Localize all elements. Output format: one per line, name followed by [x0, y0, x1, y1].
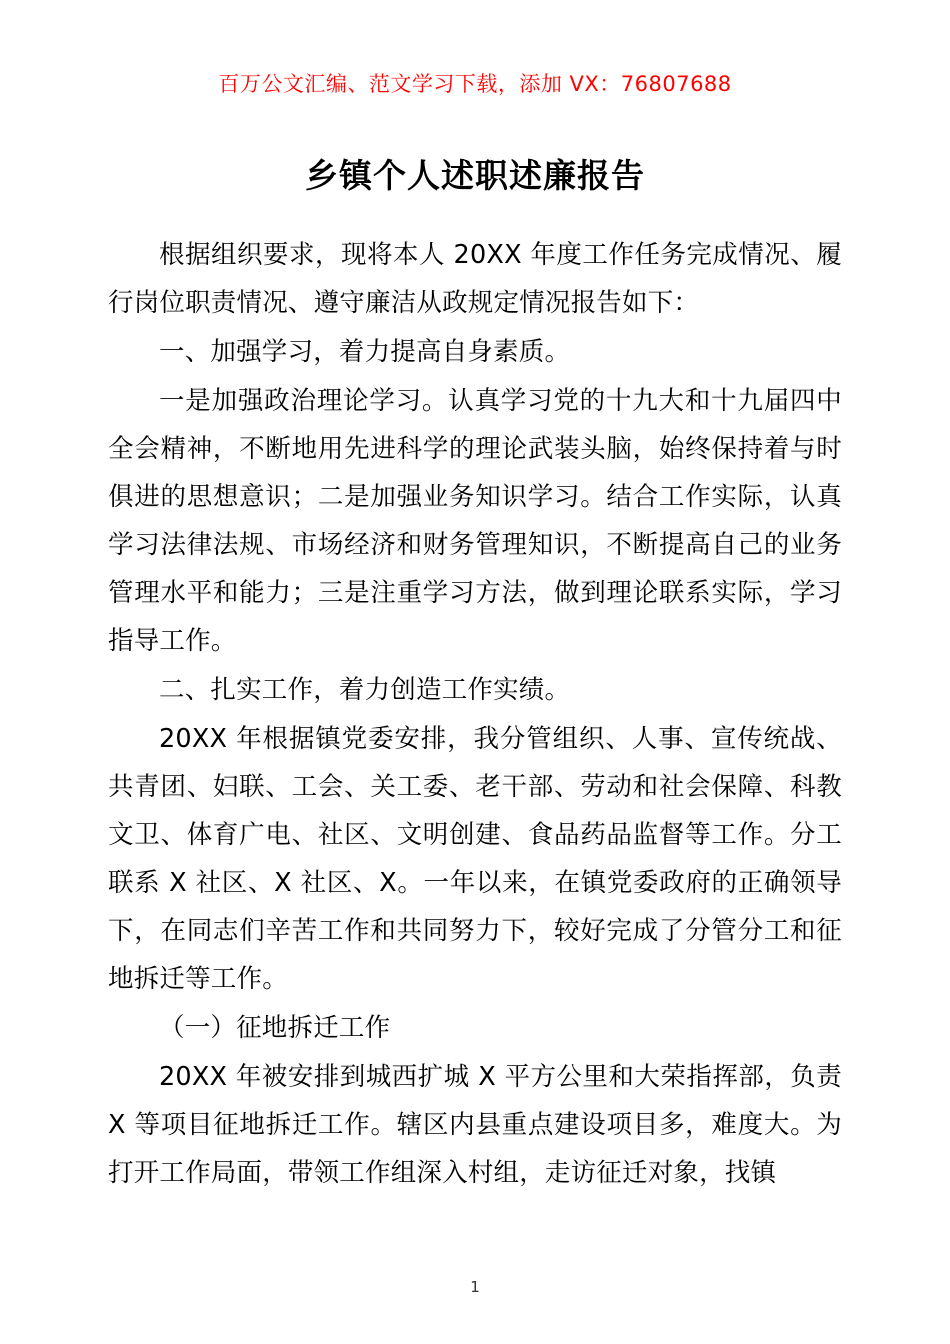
paragraph: （一）征地拆迁工作 [159, 1013, 391, 1043]
paragraph: 根据组织要求，现将本人 20XX 年度工作任务完成情况、履行岗位职责情况、遵守廉洁从政规定情况报告如下： [108, 240, 842, 318]
promo-banner: 百万公文汇编、范文学习下载，添加 VX：76807688 [218, 72, 732, 96]
document-body [108, 231, 842, 1197]
page-number: 1 [470, 1278, 480, 1296]
paragraph: 二、扎实工作，着力创造工作实绩。 [159, 675, 571, 705]
paragraph: 20XX 年被安排到城西扩城 X 平方公里和大荣指挥部，负责 X 等项目征地拆迁工作。辖区内县重点建设项目多，难度大。为打开工作局面，带领工作组深入村组，走访征迁对象，找镇 [108, 1062, 842, 1188]
paragraph: 一是加强政治理论学习。认真学习党的十九大和十九届四中全会精神，不断地用先进科学的理论武装头脑，始终保持着与时俱进的思想意识；二是加强业务知识学习。结合工作实际，认真学习法律法规、市场经济和财务管理知识，不断提高自己的业务管理水平和能力；三是注重学习方法，做到理论联系实际，学习指导工作。 [108, 386, 842, 656]
paragraph: 20XX 年根据镇党委安排，我分管组织、人事、宣传统战、共青团、妇联、工会、关工委、老干部、劳动和社会保障、科教文卫、体育广电、社区、文明创建、食品药品监督等工作。分工联系 X 社区、X 社区、X。一年以来，在镇党委政府的正确领导下，在同志们辛苦工作和共同努力下，较好完成了分管分工和征地拆迁等工作。 [108, 724, 842, 994]
page-title: 乡镇个人述职述廉报告 [305, 156, 645, 195]
paragraph: 一、加强学习，着力提高自身素质。 [159, 337, 571, 367]
